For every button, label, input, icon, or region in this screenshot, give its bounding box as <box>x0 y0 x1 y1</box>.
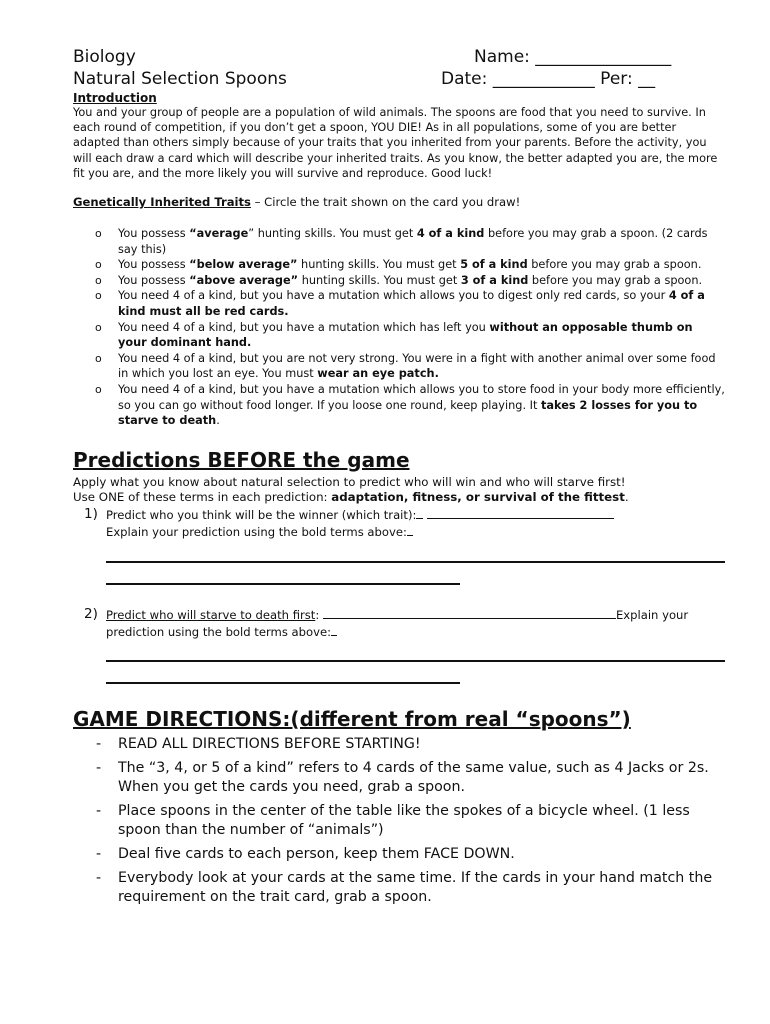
trait-item: o You need 4 of a kind, but you have a mutation which allows you to digest only red cards, so your 4 of a kind must all be red cards. <box>95 289 705 318</box>
intro-heading: Introduction <box>73 91 157 105</box>
starve-answer-blank[interactable] <box>323 606 616 619</box>
worksheet-title: Natural Selection Spoons <box>73 69 287 89</box>
header-row-1 <box>73 46 725 68</box>
predictions-heading: Predictions BEFORE the game <box>73 447 410 472</box>
predictions-instructions <box>73 475 725 505</box>
direction-item: - READ ALL DIRECTIONS BEFORE STARTING! <box>96 735 421 752</box>
header-row-2 <box>73 68 725 90</box>
trait-item: o You possess “above average” hunting skills. You must get 3 of a kind before you may grab a spoon. <box>95 273 703 287</box>
direction-item: - Deal five cards to each person, keep them FACE DOWN. <box>96 845 515 862</box>
trait-list <box>73 226 725 429</box>
bullet-marker: o <box>95 227 102 241</box>
question-1-prompt: Predict who you think will be the winner (which trait): <box>106 507 417 522</box>
winner-answer-blank[interactable] <box>427 506 614 519</box>
traits-heading-line <box>73 195 725 209</box>
direction-item: - The “3, 4, or 5 of a kind” refers to 4 cards of the same value, such as 4 Jacks or 2s. When you get the cards you need, grab a spoon. <box>96 759 709 795</box>
direction-item: - Place spoons in the center of the table like the spokes of a bicycle wheel. (1 less spoon than the number of “animals”) <box>96 802 690 838</box>
direction-item: - Everybody look at your cards at the same time. If the cards in your hand match the requirement on the trait card, grab a spoon. <box>96 869 713 905</box>
bullet-marker: o <box>95 273 102 287</box>
bullet-marker: o <box>95 320 102 334</box>
bullet-marker: o <box>95 289 102 303</box>
trait-item: o You need 4 of a kind, but you have a mutation which allows you to store food in your body more efficiently, so you can go without food longer. If you loose one round, keep playing. It takes 2 losses for you to starve to death. <box>95 382 725 428</box>
answer-line[interactable] <box>106 682 460 684</box>
question-2-explain-prompt: prediction using the bold terms above: <box>106 624 332 639</box>
intro-paragraph: You and your group of people are a population of wild animals. The spoons are food that you need to survive. In each round of competition, if you don’t get a spoon, YOU DIE! As in all populations, some of you are better adapted than others simply because of your traits that you inherited from your parents. Before the activity, you will each draw a card which will describe your inherited traits. As you know, the better adapted you are, the more fit you are, and the more likely you will survive and reproduce. Good luck! <box>73 106 718 180</box>
answer-line[interactable] <box>106 583 460 585</box>
question-1-explain-prompt: Explain your prediction using the bold terms above: <box>106 524 407 539</box>
predictions-line-1: Apply what you know about natural selection to predict who will win and who will starve first! <box>73 474 626 489</box>
traits-heading: Genetically Inherited Traits <box>73 195 251 210</box>
question-number: 2) <box>84 605 98 622</box>
answer-line[interactable] <box>106 561 725 563</box>
question-1 <box>73 506 725 540</box>
bold-terms: adaptation, fitness, or survival of the fittest <box>331 489 625 504</box>
bullet-marker: o <box>95 258 102 272</box>
date-period-field-label: Date: ____________ Per: __ <box>441 69 656 89</box>
question-2: 2) Predict who will starve to death first: Explain your prediction using the bold terms above: <box>84 605 689 639</box>
worksheet-page <box>73 46 725 912</box>
name-field-label: Name: ________________ <box>474 47 672 67</box>
trait-item: o You need 4 of a kind, but you have a mutation which has left you without an opposable thumb on your dominant hand. <box>95 320 693 350</box>
trait-item: o You possess “average” hunting skills. You must get 4 of a kind before you may grab a spoon. (2 cards say this) <box>95 227 708 256</box>
answer-line[interactable] <box>106 660 725 662</box>
trait-item: o You need 4 of a kind, but you are not very strong. You were in a fight with another animal over some food in which you lost an eye. You must wear an eye patch. <box>95 351 716 381</box>
trait-item: o You possess “below average” hunting skills. You must get 5 of a kind before you may grab a spoon. <box>95 258 702 272</box>
bullet-marker: o <box>95 382 102 396</box>
bullet-marker: o <box>95 351 102 365</box>
predictions-line-2: Use ONE of these terms in each prediction: adaptation, fitness, or survival of the fittest. <box>73 489 629 504</box>
question-2-prompt: Predict who will starve to death first <box>106 607 316 622</box>
question-number: 1) <box>84 505 98 522</box>
subject-label: Biology <box>73 47 136 67</box>
directions-heading: GAME DIRECTIONS:(different from real “spoons”) <box>73 706 631 731</box>
directions-list <box>73 735 725 907</box>
traits-instruction: – Circle the trait shown on the card you draw! <box>250 195 521 210</box>
